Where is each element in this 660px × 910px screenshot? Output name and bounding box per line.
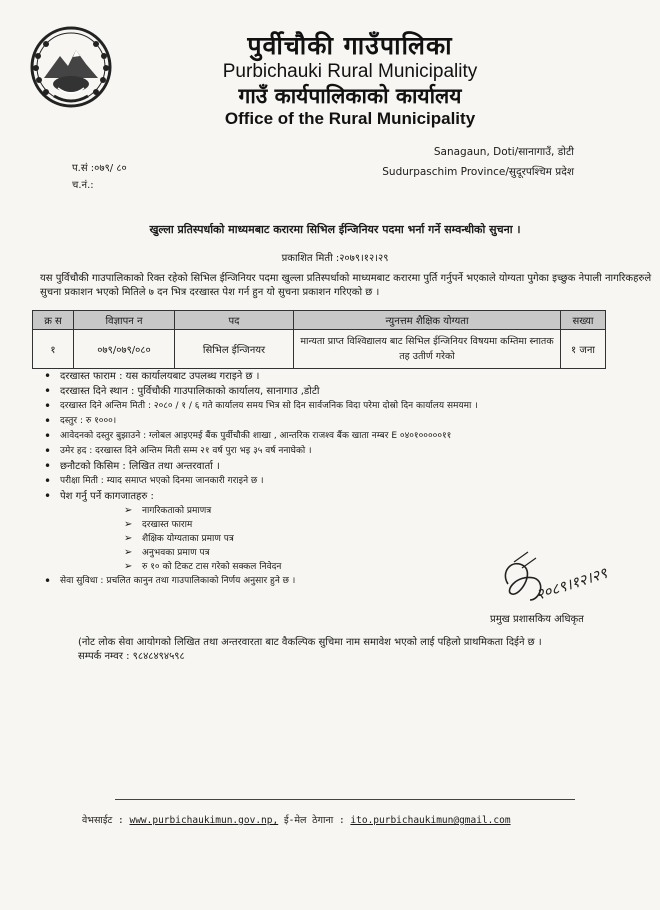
footer-divider	[115, 799, 575, 800]
document-item: ➢ अनुभवका प्रमाण पत्र	[124, 546, 644, 560]
list-item: • सेवा सुविधा : प्रचलित कानुन तथा गाउपालिकाको निर्णय अनुसार हुने छ ।	[44, 574, 644, 589]
col-qualification: न्युनत्तम शैक्षिक योग्यता	[294, 311, 561, 330]
table-header-row	[33, 311, 606, 330]
document-item: ➢ दरखास्त फाराम	[124, 518, 644, 532]
office-name-en: Office of the Rural Municipality	[224, 109, 476, 128]
address-line-1: Sanagaun, Doti/सानागाउँ, डोटी	[433, 146, 574, 158]
vacancy-table	[32, 310, 606, 369]
signatory-title: प्रमुख प्रशासकिय अधिकृत	[490, 614, 584, 625]
col-serial: क्र स	[33, 311, 74, 330]
cell-position: सिभिल ईन्जिनयर	[175, 330, 294, 369]
col-advertisement-no: विज्ञापन न	[74, 311, 175, 330]
table-row	[33, 330, 606, 369]
list-item: • दरखास्त दिने स्थान : पुर्विचौकी गाउपालिकाको कार्यालय, सानागाउ ,डोटी	[44, 384, 644, 399]
list-item: • छनौटको किसिम : लिखित तथा अन्तरवार्ता ।	[44, 459, 644, 474]
cell-advertisement-no: ०७९/०७९/०८०	[74, 330, 175, 369]
col-count: सख्या	[561, 311, 606, 330]
note-block	[78, 636, 638, 664]
dispatch-number: च.नं.:	[72, 180, 94, 191]
list-item: • परीक्षा मिती : म्याद समाप्त भएको दिनमा जानकारी गराइने छ ।	[44, 474, 644, 489]
office-name-np: गाउँ कार्यपालिकाको कार्यालय	[238, 84, 462, 108]
nepal-emblem-icon	[30, 26, 112, 108]
email-label: ई-मेल ठेगाना :	[283, 815, 345, 826]
municipality-name-en: Purbichauki Rural Municipality	[222, 61, 478, 82]
municipality-name-np: पुर्वीचौकी गाउँपालिका	[247, 31, 453, 60]
list-item: • दरखास्त फाराम : यस कार्यालयबाट उपलब्ध गराइने छ ।	[44, 369, 644, 384]
website-link[interactable]: www.purbichaukimun.gov.np,	[129, 815, 279, 826]
list-item: • दस्तुर : रु १०००।	[44, 414, 644, 429]
cell-count: १ जना	[561, 330, 606, 369]
document-item: ➢ नागरिकताको प्रमाणत्र	[124, 504, 644, 518]
website-label: वेभसाईट :	[82, 815, 124, 826]
email-link[interactable]: ito.purbichaukimun@gmail.com	[350, 815, 511, 826]
address-line-2: Sudurpaschim Province/सुदूरपश्चिम प्रदेश	[382, 166, 574, 178]
published-date: प्रकाशित मिती :२०७९।१२।२९	[281, 253, 389, 264]
intro-paragraph: यस पुर्विचौकी गाउपालिकाको रिक्त रहेको सिभिल ईन्जिनियर पदमा खुल्ला प्रतिस्पर्धाको माध्यमबाट करारमा पुर्ति गर्नुपर्ने भएकाले योग्यता पुगेका इच्छुक नेपाली नागरिकहरुले सुचना प्रकाशन भएको मितिले ७ दन भित्र दरखास्त पेश गर्न हुन यो सुचना प्रकाशन गरिएको छ ।	[40, 273, 652, 298]
footer	[82, 813, 511, 826]
list-item: • दरखास्त दिने अन्तिम मिती : २०८० / १ / ६ गते कार्यालय समय भित्र सो दिन सार्वजनिक विदा परेमा दोस्रो दिन कार्यालय समयमा ।	[44, 399, 644, 414]
list-item: • पेश गर्नु पर्ने कागजातहरु :	[44, 489, 644, 504]
document-item: ➢ शैक्षिक योग्यताका प्रमाण पत्र	[124, 532, 644, 546]
cell-qualification: मान्यता प्राप्त विश्विद्यालय बाट सिभिल ईन्जिनियर विषयमा कम्तिमा स्नातक तह उतीर्ण गरेको	[294, 330, 561, 369]
handwritten-date: २०८९।१२।२९	[533, 563, 610, 604]
list-item: • उमेर हद : दरखास्त दिने अन्तिम मिती सम्म २१ वर्ष पुरा भइ ३५ वर्ष ननाघेको ।	[44, 444, 644, 459]
note-text: (नोट लोक सेवा आयोगको लिखित तथा अन्तरवारता बाट वैकल्पिक सुचिमा नाम समावेश भएको लाई पहिलो प्राथमिकता दिईने छ ।	[78, 637, 542, 648]
document-item: ➢ रु १० को टिकट टास गरेको सक्कल निवेदन	[124, 560, 644, 574]
cell-serial: १	[33, 330, 74, 369]
reference-number: प.सं :०७९/ ८०	[72, 163, 127, 174]
signature-icon	[494, 544, 624, 616]
list-item: • आवेदनको दस्तुर बुझाउने : ग्लोबल आइएमई बैंक पुर्वीचौकी शाखा , आन्तरिक राजश्व बैंक खाता नम्बर E ०४०१०००००११	[44, 429, 644, 444]
contact-number: सम्पर्क नम्वर : ९८४८४९४५९८	[78, 651, 185, 662]
col-position: पद	[175, 311, 294, 330]
notice-subject: खुल्ला प्रतिस्पर्धाको माध्यमबाट करारमा सिभिल ईन्जिनियर पदमा भर्ना गर्ने सम्वन्धीको सुचना ।	[149, 223, 521, 236]
